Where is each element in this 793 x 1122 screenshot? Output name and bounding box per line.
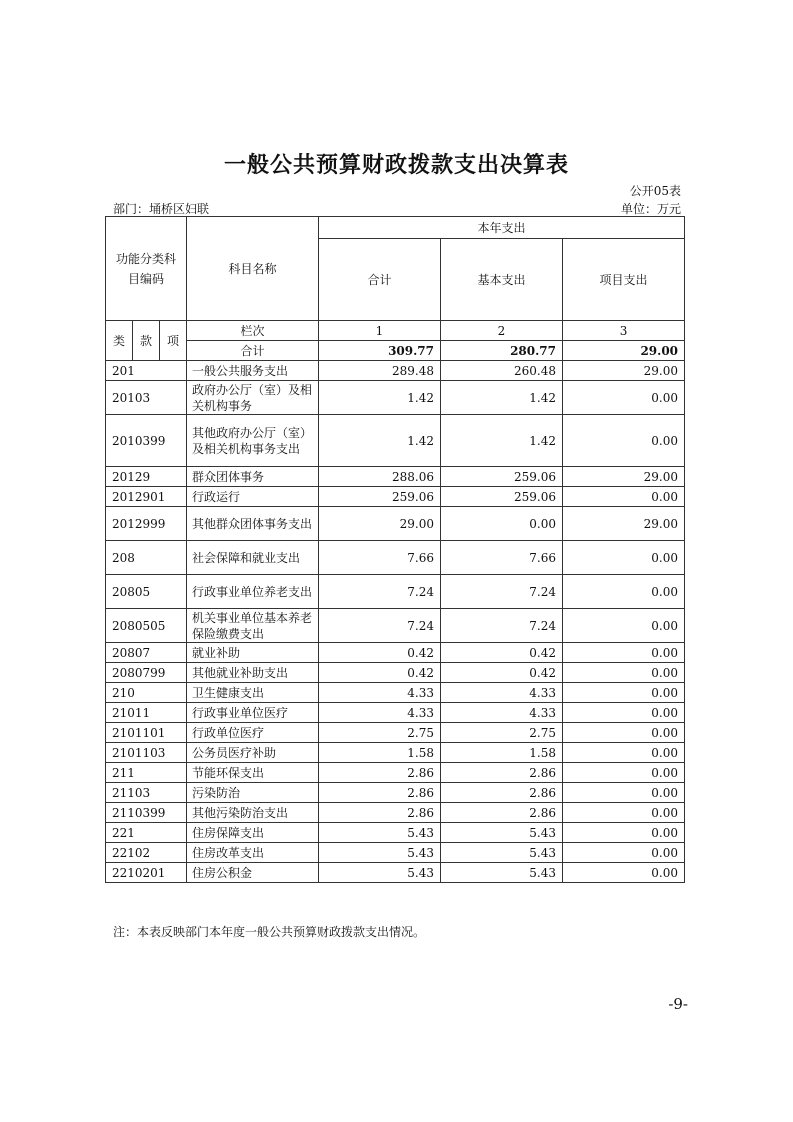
row-total: 2.86 (319, 783, 441, 803)
row-total: 0.42 (319, 663, 441, 683)
row-total: 4.33 (319, 683, 441, 703)
row-name: 政府办公厅（室）及相关机构事务 (187, 381, 319, 415)
row-code: 22102 (106, 843, 187, 863)
row-project: 0.00 (563, 763, 685, 783)
row-name: 其他污染防治支出 (187, 803, 319, 823)
row-name: 污染防治 (187, 783, 319, 803)
row-total: 2.75 (319, 723, 441, 743)
header-project: 项目支出 (563, 239, 685, 321)
row-total: 259.06 (319, 487, 441, 507)
row-code: 2080799 (106, 663, 187, 683)
row-total: 0.42 (319, 643, 441, 663)
row-project: 0.00 (563, 381, 685, 415)
row-total: 5.43 (319, 823, 441, 843)
row-basic: 0.00 (441, 507, 563, 541)
header-col2: 2 (441, 321, 563, 341)
row-basic: 2.86 (441, 803, 563, 823)
row-name: 住房保障支出 (187, 823, 319, 843)
row-total: 29.00 (319, 507, 441, 541)
row-project: 0.00 (563, 643, 685, 663)
row-code: 208 (106, 541, 187, 575)
row-project: 0.00 (563, 803, 685, 823)
row-code: 20103 (106, 381, 187, 415)
row-total: 7.66 (319, 541, 441, 575)
table-row (106, 763, 685, 783)
row-project: 0.00 (563, 723, 685, 743)
row-basic: 4.33 (441, 683, 563, 703)
row-basic: 7.24 (441, 609, 563, 643)
row-name: 群众团体事务 (187, 467, 319, 487)
row-project: 0.00 (563, 703, 685, 723)
table-row (106, 507, 685, 541)
row-basic: 2.75 (441, 723, 563, 743)
row-project: 0.00 (563, 783, 685, 803)
row-basic: 5.43 (441, 843, 563, 863)
row-basic: 0.42 (441, 663, 563, 683)
row-basic: 2.86 (441, 783, 563, 803)
row-project: 0.00 (563, 823, 685, 843)
row-code: 2101103 (106, 743, 187, 763)
header-lei: 类 (106, 321, 133, 361)
form-number: 公开05表 (629, 184, 681, 198)
table-row (106, 381, 685, 415)
unit-label: 单位：万元 (620, 202, 681, 216)
row-basic: 1.58 (441, 743, 563, 763)
row-total: 1.42 (319, 381, 441, 415)
row-basic: 2.86 (441, 763, 563, 783)
row-project: 0.00 (563, 863, 685, 883)
row-project: 0.00 (563, 683, 685, 703)
row-project: 0.00 (563, 609, 685, 643)
row-basic: 259.06 (441, 487, 563, 507)
row-name: 行政事业单位医疗 (187, 703, 319, 723)
row-code: 2080505 (106, 609, 187, 643)
row-basic: 5.43 (441, 823, 563, 843)
table-row (106, 743, 685, 763)
page-title: 一般公共预算财政拨款支出决算表 (223, 152, 569, 178)
row-name: 其他群众团体事务支出 (187, 507, 319, 541)
row-project: 29.00 (563, 507, 685, 541)
row-name: 其他就业补助支出 (187, 663, 319, 683)
header-total: 合计 (319, 239, 441, 321)
table-row (106, 643, 685, 663)
row-basic: 259.06 (441, 467, 563, 487)
row-project: 0.00 (563, 415, 685, 467)
row-total: 7.24 (319, 575, 441, 609)
row-total: 289.48 (319, 361, 441, 381)
row-name: 行政事业单位养老支出 (187, 575, 319, 609)
row-name: 住房改革支出 (187, 843, 319, 863)
row-name: 社会保障和就业支出 (187, 541, 319, 575)
header-func-code: 功能分类科目编码 (106, 217, 187, 321)
header-current-year: 本年支出 (319, 217, 685, 239)
row-code: 2012999 (106, 507, 187, 541)
row-code: 201 (106, 361, 187, 381)
header-xiang: 项 (160, 321, 187, 361)
row-code: 2012901 (106, 487, 187, 507)
row-name: 其他政府办公厅（室）及相关机构事务支出 (187, 415, 319, 467)
row-code: 21103 (106, 783, 187, 803)
table-row (106, 723, 685, 743)
expenditure-table (105, 216, 685, 883)
row-total: 288.06 (319, 467, 441, 487)
table-row (106, 541, 685, 575)
table-row (106, 683, 685, 703)
row-project: 29.00 (563, 361, 685, 381)
table-row (106, 783, 685, 803)
row-name: 行政运行 (187, 487, 319, 507)
row-name: 卫生健康支出 (187, 683, 319, 703)
row-project: 0.00 (563, 843, 685, 863)
table-row (106, 575, 685, 609)
row-total: 2.86 (319, 763, 441, 783)
total-row-basic: 280.77 (441, 341, 563, 361)
header-kuan: 款 (133, 321, 160, 361)
row-project: 0.00 (563, 575, 685, 609)
row-code: 2101101 (106, 723, 187, 743)
table-row (106, 415, 685, 467)
row-code: 210 (106, 683, 187, 703)
table-row (106, 823, 685, 843)
row-basic: 260.48 (441, 361, 563, 381)
row-basic: 0.42 (441, 643, 563, 663)
total-row-label: 合计 (187, 341, 319, 361)
table-row (106, 843, 685, 863)
page-number: -9- (668, 995, 688, 1013)
row-code: 2110399 (106, 803, 187, 823)
row-project: 0.00 (563, 743, 685, 763)
total-row-project: 29.00 (563, 341, 685, 361)
header-column-no: 栏次 (187, 321, 319, 341)
row-basic: 5.43 (441, 863, 563, 883)
row-code: 221 (106, 823, 187, 843)
table-row (106, 803, 685, 823)
row-code: 211 (106, 763, 187, 783)
row-total: 4.33 (319, 703, 441, 723)
header-item-name: 科目名称 (187, 217, 319, 321)
total-row-total: 309.77 (319, 341, 441, 361)
row-basic: 1.42 (441, 381, 563, 415)
row-name: 一般公共服务支出 (187, 361, 319, 381)
row-total: 5.43 (319, 863, 441, 883)
header-col3: 3 (563, 321, 685, 341)
row-code: 2210201 (106, 863, 187, 883)
table-note: 注：本表反映部门本年度一般公共预算财政拨款支出情况。 (113, 925, 426, 939)
row-code: 20129 (106, 467, 187, 487)
row-code: 2010399 (106, 415, 187, 467)
department-label: 部门：埇桥区妇联 (113, 202, 210, 216)
row-code: 20807 (106, 643, 187, 663)
row-code: 20805 (106, 575, 187, 609)
table-row (106, 703, 685, 723)
row-total: 1.42 (319, 415, 441, 467)
header-basic: 基本支出 (441, 239, 563, 321)
row-basic: 7.66 (441, 541, 563, 575)
row-code: 21011 (106, 703, 187, 723)
row-basic: 4.33 (441, 703, 563, 723)
row-name: 住房公积金 (187, 863, 319, 883)
row-basic: 7.24 (441, 575, 563, 609)
table-row (106, 467, 685, 487)
row-total: 7.24 (319, 609, 441, 643)
row-project: 0.00 (563, 487, 685, 507)
row-total: 5.43 (319, 843, 441, 863)
table-row (106, 863, 685, 883)
row-name: 节能环保支出 (187, 763, 319, 783)
row-name: 公务员医疗补助 (187, 743, 319, 763)
row-project: 0.00 (563, 663, 685, 683)
table-row (106, 487, 685, 507)
header-col1: 1 (319, 321, 441, 341)
table-row (106, 609, 685, 643)
row-total: 1.58 (319, 743, 441, 763)
row-total: 2.86 (319, 803, 441, 823)
row-project: 0.00 (563, 541, 685, 575)
row-basic: 1.42 (441, 415, 563, 467)
table-row (106, 361, 685, 381)
row-name: 行政单位医疗 (187, 723, 319, 743)
row-name: 机关事业单位基本养老保险缴费支出 (187, 609, 319, 643)
row-project: 29.00 (563, 467, 685, 487)
table-row (106, 663, 685, 683)
row-name: 就业补助 (187, 643, 319, 663)
